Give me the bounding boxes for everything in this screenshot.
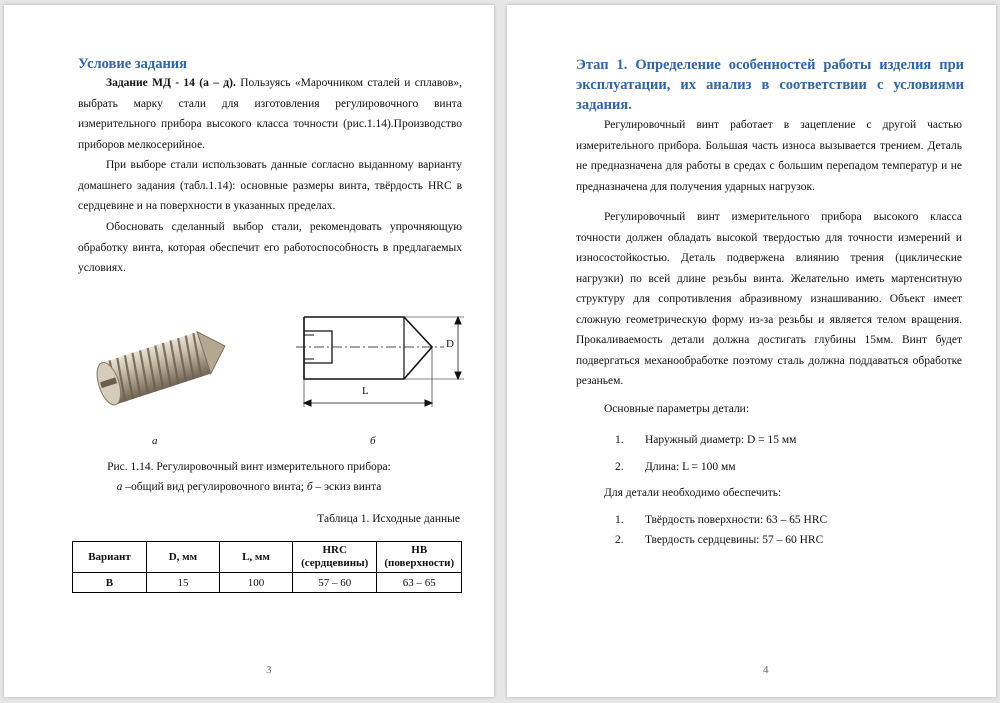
requirements-text: Регулировочный винт измерительного прибора высокого класса точности должен обладать высокой твердостью для точности измерений и износостойкостью. Деталь подвержена влиянию трения (циклические нагрузки) по всей длине резьбы винта. Желательно иметь мартенситную структуру для сопротивления абразивному изнашиванию. Объект имеет сложную геометрическую форму из-за резьбы и является телом вращения. Прокаливаемость детали должна достигать глубины 15мм. Винт будет подвергаться механообработке поэтому сталь должна поддаваться обработке резаньем. bbox=[576, 211, 962, 387]
operation-paragraph bbox=[576, 115, 962, 197]
table-header: Вариант bbox=[73, 542, 147, 573]
table-header: D, мм bbox=[146, 542, 219, 573]
params-title-text: Основные параметры детали: bbox=[604, 403, 750, 415]
figure-label-a: а bbox=[152, 435, 158, 447]
table-row bbox=[73, 573, 462, 593]
provide-title-text: Для детали необходимо обеспечить: bbox=[604, 487, 782, 499]
params-title bbox=[576, 399, 962, 420]
params-list bbox=[615, 430, 796, 477]
caption-end: – эскиз винта bbox=[312, 481, 382, 493]
table-header-row bbox=[73, 542, 462, 573]
table-cell: 63 – 65 bbox=[377, 573, 462, 593]
page-number: 4 bbox=[763, 664, 769, 676]
operation-text: Регулировочный винт работает в зацепление с другой частью измерительного прибора. Большая часть износа вызывается трением. Деталь не предназначена для работы в средах с большим перепадом температур и не предназначена для получения ударных нагрузок. bbox=[576, 119, 962, 193]
justification-paragraph bbox=[78, 217, 462, 279]
caption-a: а bbox=[116, 481, 123, 493]
document-page-3 bbox=[4, 5, 494, 697]
table-header: HB (поверхности) bbox=[377, 542, 462, 573]
task-code: Задание МД - 14 (а – д). bbox=[106, 77, 236, 89]
table-cell: В bbox=[73, 573, 147, 593]
justification-text: Обосновать сделанный выбор стали, рекомендовать упрочняющую обработку винта, которая обеспечит его работоспособность в предлагаемых условиях. bbox=[78, 221, 462, 274]
instructions-text: При выборе стали использовать данные согласно выданному варианту домашнего задания (табл.1.14): основные размеры винта, твёрдость HRC в сердцевине и на поверхности в указанных пределах. bbox=[78, 159, 462, 212]
provide-list bbox=[615, 510, 827, 550]
list-item: 1. Наружный диаметр: D = 15 мм bbox=[615, 434, 797, 446]
sketch-label-l: L bbox=[362, 385, 369, 397]
sketch-label-d: D bbox=[446, 338, 454, 350]
table-header: HRC (сердцевины) bbox=[293, 542, 377, 573]
source-data-table bbox=[72, 541, 462, 593]
table-header: L, мм bbox=[219, 542, 292, 573]
stage-heading: Этап 1. Определение особенностей работы изделия при эксплуатации, их анализ в соответствии с условиями задания. bbox=[576, 57, 964, 113]
table-cell: 57 – 60 bbox=[293, 573, 377, 593]
list-item: 1. Твёрдость поверхности: 63 – 65 HRC bbox=[615, 514, 828, 526]
caption-mid: –общий вид регулировочного винта; bbox=[122, 481, 307, 493]
page-number: 3 bbox=[266, 664, 272, 676]
task-paragraph bbox=[78, 73, 462, 155]
figure-label-b: б bbox=[370, 435, 376, 447]
list-item: 2. Твердость сердцевины: 57 – 60 HRC bbox=[615, 534, 824, 546]
provide-title bbox=[576, 483, 962, 504]
screw-photo bbox=[74, 305, 244, 415]
figure-caption-line2 bbox=[4, 477, 494, 497]
list-item: 2. Длина: L = 100 мм bbox=[615, 461, 736, 473]
instructions-paragraph bbox=[78, 155, 462, 217]
table-cell: 15 bbox=[146, 573, 219, 593]
section-heading: Условие задания bbox=[78, 56, 187, 72]
screw-sketch bbox=[292, 303, 470, 415]
requirements-paragraph bbox=[576, 207, 962, 392]
task-text: Пользуясь «Марочником сталей и сплавов», выбрать марку стали для изготовления регулировочного винта измерительного прибора высокого класса точности (рис.1.14).Производство приборов мелкосерийное. bbox=[78, 77, 462, 151]
figure-caption-line1: Рис. 1.14. Регулировочный винт измерительного прибора: bbox=[107, 461, 391, 473]
table-title: Таблица 1. Исходные данные bbox=[317, 513, 460, 525]
caption-b: б bbox=[306, 481, 313, 493]
table-cell: 100 bbox=[219, 573, 292, 593]
document-page-4 bbox=[507, 5, 996, 697]
